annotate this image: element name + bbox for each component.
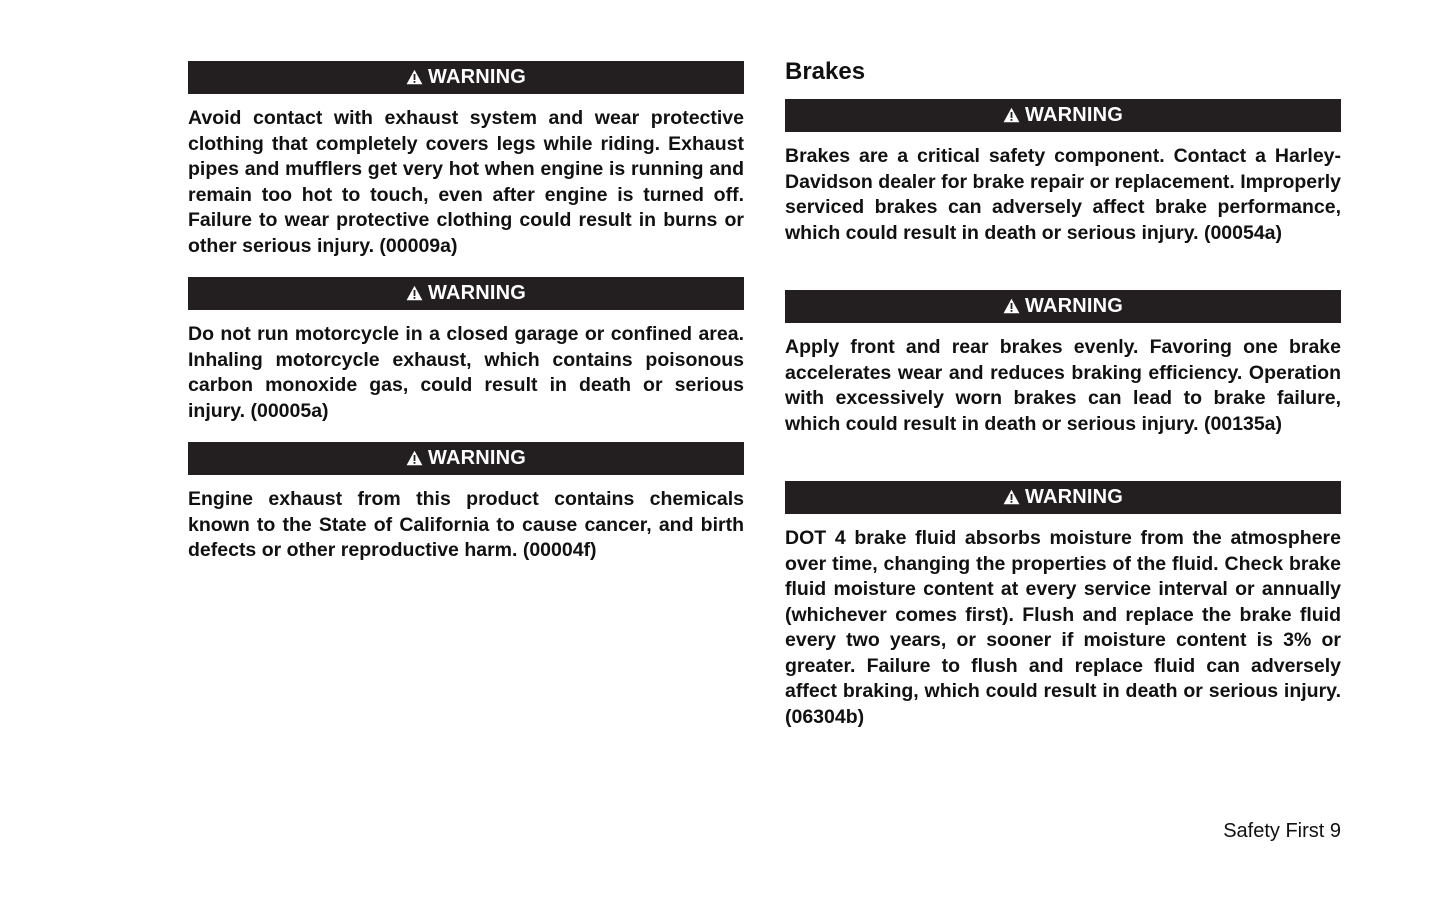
warning-banner	[188, 277, 744, 310]
warning-label: WARNING	[1024, 486, 1124, 508]
warning-triangle-icon	[1003, 107, 1020, 123]
warning-triangle-icon	[1003, 489, 1020, 505]
warning-triangle-icon	[406, 285, 423, 301]
warning-banner	[785, 481, 1341, 514]
section-heading-brakes: Brakes	[785, 58, 866, 85]
warning-banner	[188, 61, 744, 94]
warning-text-exhaust-burns: Avoid contact with exhaust system and wear protective clothing that completely covers legs while riding. Exhaust pipes and mufflers get very hot when engine is running and remain too hot to touch, even after engine is turned off. Failure to wear protective clothing could result in burns or other serious injury. (00009a)	[188, 107, 744, 257]
warning-label: WARNING	[1024, 295, 1124, 317]
warning-label: WARNING	[1024, 104, 1124, 126]
warning-triangle-icon	[1003, 298, 1020, 314]
page-footer: Safety First 9	[1223, 820, 1341, 842]
warning-banner	[785, 290, 1341, 323]
warning-label: WARNING	[427, 282, 527, 304]
warning-banner	[188, 442, 744, 475]
warning-text-carbon-monoxide: Do not run motorcycle in a closed garage or confined area. Inhaling motorcycle exhaust, which contains poisonous carbon monoxide gas, could result in death or serious injury. (00005a)	[188, 323, 744, 422]
warning-label: WARNING	[427, 66, 527, 88]
warning-banner	[785, 99, 1341, 132]
warning-text-brake-fluid: DOT 4 brake fluid absorbs moisture from the atmosphere over time, changing the properties of the fluid. Check brake fluid moisture content at every service interval or annually (whichever comes first). Flush and replace the brake fluid every two years, or sooner if moisture content is 3% or greater. Failure to flush and replace fluid can adversely affect braking, which could result in death or serious injury. (06304b)	[785, 527, 1341, 728]
warning-text-california: Engine exhaust from this product contains chemicals known to the State of California to cause cancer, and birth defects or other reproductive harm. (00004f)	[188, 488, 744, 561]
warning-text-brakes-evenly: Apply front and rear brakes evenly. Favoring one brake accelerates wear and reduces braking efficiency. Operation with excessively worn brakes can lead to brake failure, which could result in death or serious injury. (00135a)	[785, 336, 1341, 435]
warning-label: WARNING	[427, 447, 527, 469]
warning-triangle-icon	[406, 69, 423, 85]
warning-triangle-icon	[406, 450, 423, 466]
warning-text-brakes-critical: Brakes are a critical safety component. Contact a Harley-Davidson dealer for brake repair or replacement. Improperly serviced brakes can adversely affect brake performance, which could result in death or serious injury. (00054a)	[785, 145, 1341, 244]
